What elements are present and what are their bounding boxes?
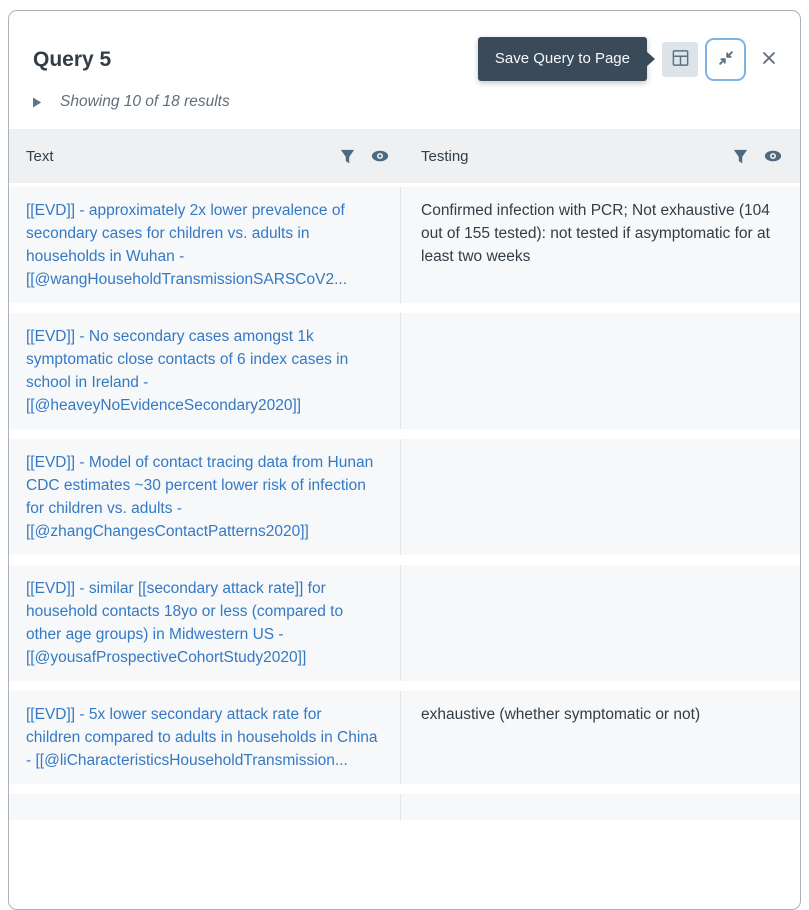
result-testing-cell: [401, 794, 800, 820]
close-button[interactable]: [756, 46, 782, 72]
table-row: [9, 187, 800, 303]
result-text-cell[interactable]: [[EVD]] - No secondary cases amongst 1k symptomatic close contacts of 6 index cases in school in Ireland - [[@heaveyNoEvidenceSecondary2020]]: [9, 313, 401, 429]
filter-icon[interactable]: [338, 147, 356, 165]
result-testing-cell: [401, 439, 800, 555]
panel-header: [9, 11, 800, 81]
save-query-to-page-button[interactable]: [662, 42, 698, 77]
tooltip-arrow-icon: [646, 51, 655, 67]
table-row-partial: [9, 794, 800, 820]
table-row: [9, 313, 800, 429]
collapse-button[interactable]: [705, 38, 746, 81]
result-testing-cell: Confirmed infection with PCR; Not exhaustive (104 out of 155 tested): not tested if asymptomatic for at least two weeks: [401, 187, 800, 303]
eye-icon[interactable]: [764, 147, 782, 165]
close-icon: [761, 50, 777, 69]
result-text-cell[interactable]: [[EVD]] - 5x lower secondary attack rate for children compared to adults in households in China - [[@liCharacteristicsHouseholdTransmission...: [9, 691, 401, 784]
table-header-row: [9, 129, 800, 183]
collapse-arrows-icon: [717, 49, 735, 70]
column-label: Text: [26, 147, 54, 165]
column-header-testing: [401, 129, 800, 183]
result-text-cell: [9, 794, 401, 820]
results-summary-row: [9, 91, 800, 113]
result-testing-cell: exhaustive (whether symptomatic or not): [401, 691, 800, 784]
result-text-cell[interactable]: [[EVD]] - Model of contact tracing data from Hunan CDC estimates ~30 percent lower risk of infection for children vs. adults - [[@zhangChangesContactPatterns2020]]: [9, 439, 401, 555]
table-icon: [671, 49, 690, 70]
results-summary: Showing 10 of 18 results: [60, 93, 230, 110]
result-testing-cell: [401, 313, 800, 429]
eye-icon[interactable]: [371, 147, 389, 165]
result-testing-cell: [401, 565, 800, 681]
filter-icon[interactable]: [731, 147, 749, 165]
page-title: Query 5: [33, 48, 112, 71]
result-text-cell[interactable]: [[EVD]] - approximately 2x lower prevalence of secondary cases for children vs. adults in households in Wuhan - [[@wangHouseholdTransmissionSARSCoV2...: [9, 187, 401, 303]
query-panel: [8, 10, 801, 910]
table-row: [9, 691, 800, 784]
caret-right-icon[interactable]: [33, 97, 49, 108]
result-text-cell[interactable]: [[EVD]] - similar [[secondary attack rate]] for household contacts 18yo or less (compared to other age groups) in Midwestern US - [[@yousafProspectiveCohortStudy2020]]: [9, 565, 401, 681]
column-controls: [338, 147, 389, 165]
header-actions: [478, 37, 782, 81]
table-body: [9, 187, 800, 820]
table-row: [9, 439, 800, 555]
column-controls: [731, 147, 782, 165]
column-label: Testing: [421, 147, 469, 165]
table-row: [9, 565, 800, 681]
query-results-table: [9, 129, 800, 820]
save-query-tooltip: [478, 37, 647, 81]
column-header-text: [9, 129, 401, 183]
tooltip-label: Save Query to Page: [494, 50, 630, 67]
